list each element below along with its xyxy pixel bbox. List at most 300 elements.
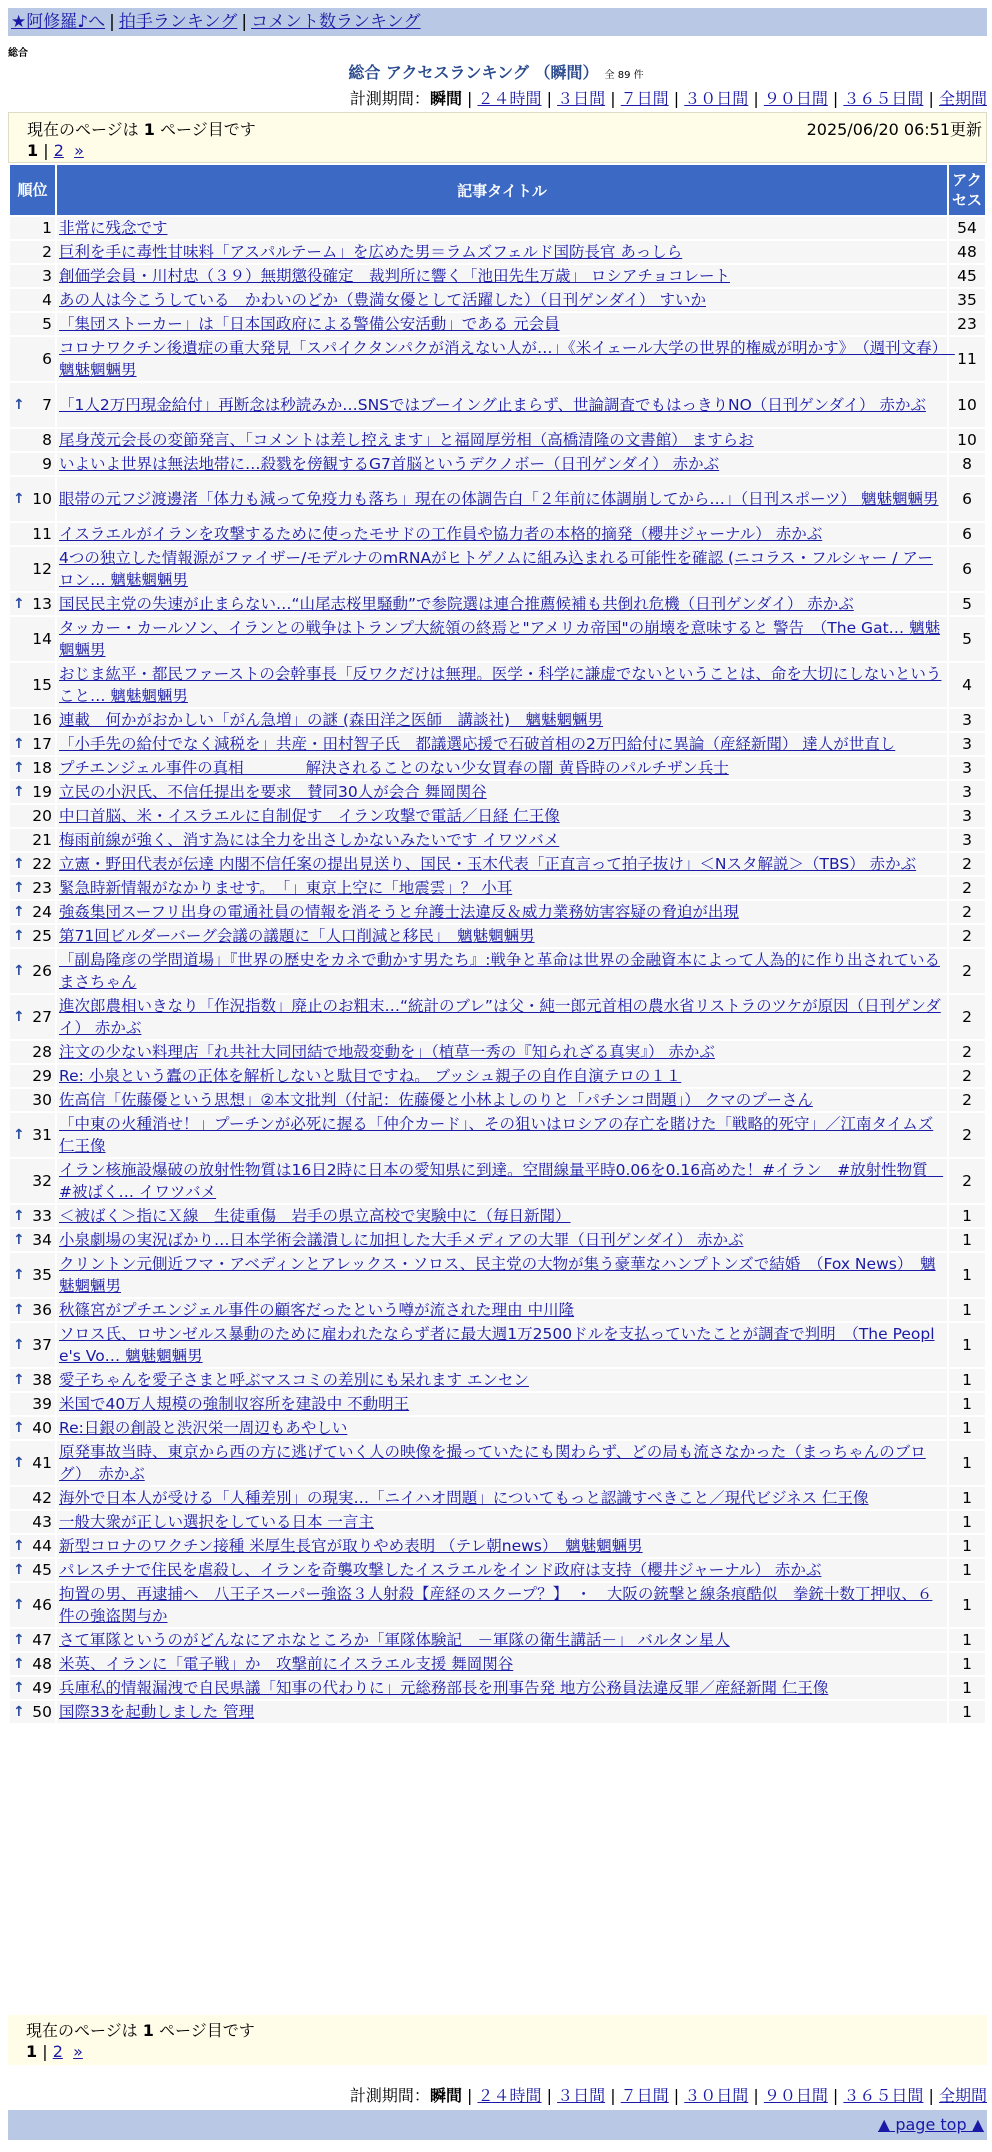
article-link[interactable]: 新型コロナのワクチン接種 米厚生長官が取りやめ表明 （テレ朝news） 魑魅魍魎男 bbox=[59, 1537, 643, 1555]
article-link[interactable]: 米英、イランに「電子戦」か 攻撃前にイスラエル支援 舞岡関谷 bbox=[59, 1655, 514, 1673]
table-row bbox=[10, 1653, 985, 1675]
page-info-num: 1 bbox=[142, 2021, 154, 2040]
next-page-link[interactable]: » bbox=[73, 2042, 83, 2061]
title-cell bbox=[57, 925, 947, 947]
pager-bottom bbox=[8, 2015, 987, 2065]
article-link[interactable]: 小泉劇場の実況ばかり…日本学術会議潰しに加担した大手メディアの大罪（日刊ゲンダイ） 赤かぶ bbox=[59, 1231, 744, 1249]
access-count: 1 bbox=[949, 1229, 985, 1251]
period-option-2[interactable]: ７日間 bbox=[620, 89, 669, 108]
page-info-num: 1 bbox=[143, 120, 155, 139]
rank-number: 24 bbox=[32, 903, 52, 921]
title-cell bbox=[57, 1583, 947, 1627]
article-link[interactable]: 注文の少ない料理店「れ共社大同団結で地殻変動を」（植草一秀の『知られざる真実』） 赤かぶ bbox=[59, 1043, 715, 1061]
up-arrow-icon: ↑ bbox=[13, 596, 25, 612]
access-count: 10 bbox=[949, 383, 985, 427]
table-row bbox=[10, 1441, 985, 1485]
table-row bbox=[10, 337, 985, 381]
rank-number: 19 bbox=[32, 783, 52, 801]
article-link[interactable]: ソロス氏、ロサンゼルス暴動のために雇われたならず者に最大週1万2500ドルを支払っていたことが調査で判明 （The People's Vo… 魑魅魍魎男 bbox=[59, 1325, 935, 1365]
article-link[interactable]: 中口首脳、米・イスラエルに自制促す イラン攻撃で電話／日経 仁王像 bbox=[59, 807, 560, 825]
rank-cell bbox=[10, 1441, 55, 1485]
period-option-2[interactable]: ７日間 bbox=[620, 2086, 669, 2105]
access-count: 1 bbox=[949, 1559, 985, 1581]
rank-cell bbox=[10, 1417, 55, 1439]
title-cell bbox=[57, 805, 947, 827]
table-row bbox=[10, 547, 985, 591]
access-count: 5 bbox=[949, 617, 985, 661]
pager-top bbox=[8, 112, 987, 163]
nav-separator: | bbox=[109, 12, 115, 32]
access-count: 23 bbox=[949, 313, 985, 335]
pagination: 1 | 2 » bbox=[26, 2042, 83, 2061]
title-cell bbox=[57, 1677, 947, 1699]
access-count: 1 bbox=[949, 1701, 985, 1723]
article-link[interactable]: いよいよ世界は無法地帯に…殺戮を傍観するG7首脳というデクノボー（日刊ゲンダイ） 赤かぶ bbox=[59, 455, 720, 473]
rank-number: 43 bbox=[32, 1513, 52, 1531]
article-link[interactable]: 第71回ビルダーバーグ会議の議題に「人口削減と移民」 魑魅魍魎男 bbox=[59, 927, 535, 945]
article-link[interactable]: 原発事故当時、東京から西の方に逃げていく人の映像を撮っていたにも関わらず、どの局も流さなかった（まっちゃんのブログ） 赤かぶ bbox=[59, 1443, 926, 1483]
article-link[interactable]: 「小手先の給付でなく減税を」共産・田村智子氏 都議選応援で石破首相の2万円給付に異論（産経新聞） 達人が世直し bbox=[59, 735, 896, 753]
rank-cell bbox=[10, 313, 55, 335]
rank-number: 13 bbox=[32, 595, 52, 613]
up-arrow-icon: ↑ bbox=[13, 904, 25, 920]
rank-number: 30 bbox=[32, 1091, 52, 1109]
up-arrow-icon: ↑ bbox=[13, 1267, 25, 1283]
title-cell bbox=[57, 593, 947, 615]
table-row bbox=[10, 1159, 985, 1203]
rank-number: 7 bbox=[42, 396, 52, 414]
article-link[interactable]: Re:日銀の創設と渋沢栄一周辺もあやしい bbox=[59, 1419, 348, 1437]
title-cell bbox=[57, 1205, 947, 1227]
table-row bbox=[10, 1393, 985, 1415]
up-arrow-icon: ↑ bbox=[13, 1538, 25, 1554]
title-cell bbox=[57, 1159, 947, 1203]
access-count: 1 bbox=[949, 1583, 985, 1627]
period-option-3[interactable]: ３０日間 bbox=[684, 89, 749, 108]
table-row bbox=[10, 1253, 985, 1297]
period-option-1[interactable]: ３日間 bbox=[557, 89, 606, 108]
rank-number: 46 bbox=[32, 1596, 52, 1614]
rank-number: 6 bbox=[42, 350, 52, 368]
access-count: 3 bbox=[949, 733, 985, 755]
article-link[interactable]: 秋篠宮がプチエンジェル事件の顧客だったという噂が流された理由 中川隆 bbox=[59, 1301, 575, 1319]
article-link[interactable]: タッカー・カールソン、イランとの戦争はトランプ大統領の終焉と"アメリカ帝国"の崩壊を意味すると 警告 （The Gat… 魑魅魍魎男 bbox=[59, 619, 941, 659]
next-page-link[interactable]: » bbox=[74, 141, 84, 160]
title-cell bbox=[57, 383, 947, 427]
rank-number: 40 bbox=[32, 1419, 52, 1437]
rank-cell bbox=[10, 1253, 55, 1297]
article-link[interactable]: 米国で40万人規模の強制収容所を建設中 不動明王 bbox=[59, 1395, 410, 1413]
ranking-title-text: 総合 アクセスランキング （瞬間） bbox=[348, 63, 599, 82]
updated-time: 2025/06/20 06:51更新 bbox=[806, 120, 982, 139]
title-cell bbox=[57, 617, 947, 661]
article-link[interactable]: 「中東の火種消せ！」プーチンが必死に握る「仲介カード」、その狙いはロシアの存亡を賭けた「戦略的死守」／江南タイムズ 仁王像 bbox=[59, 1115, 934, 1155]
table-row bbox=[10, 1511, 985, 1533]
rank-number: 10 bbox=[32, 490, 52, 508]
article-link[interactable]: 国際33を起動しました 管理 bbox=[59, 1703, 255, 1721]
access-count: 4 bbox=[949, 663, 985, 707]
article-link[interactable]: さて軍隊というのがどんなにアホなところか「軍隊体験記 －軍隊の衛生講話－」 バルタン星人 bbox=[59, 1631, 730, 1649]
title-cell bbox=[57, 663, 947, 707]
table-row bbox=[10, 877, 985, 899]
table-row bbox=[10, 1369, 985, 1391]
access-count: 11 bbox=[949, 337, 985, 381]
access-count: 8 bbox=[949, 453, 985, 475]
period-current: 瞬間 bbox=[429, 89, 462, 108]
article-link[interactable]: 創価学会員・川村忠（３９）無期懲役確定 裁判所に響く「池田先生万歳」 ロシアチョコレート bbox=[59, 267, 730, 285]
rank-number: 50 bbox=[32, 1703, 52, 1721]
title-cell bbox=[57, 853, 947, 875]
title-cell bbox=[57, 1229, 947, 1251]
rank-cell bbox=[10, 477, 55, 521]
rank-cell bbox=[10, 1113, 55, 1157]
rank-number: 12 bbox=[32, 560, 52, 578]
title-cell bbox=[57, 1253, 947, 1297]
rank-number: 47 bbox=[32, 1631, 52, 1649]
access-count: 1 bbox=[949, 1535, 985, 1557]
up-arrow-icon: ↑ bbox=[13, 1597, 25, 1613]
access-count: 2 bbox=[949, 1159, 985, 1203]
article-link[interactable]: ＜被ばく＞指にＸ線 生徒重傷 岩手の県立高校で実験中に（毎日新聞） bbox=[59, 1207, 571, 1225]
article-link[interactable]: コロナワクチン後遺症の重大発見「スパイクタンパクが消えない人が…」《米イェール大学の世界的権威が明かす》 （週刊文春） 魑魅魍魎男 bbox=[59, 339, 955, 379]
title-cell bbox=[57, 1487, 947, 1509]
rank-number: 8 bbox=[42, 431, 52, 449]
pagination: 1 | 2 » bbox=[27, 141, 84, 160]
rank-cell bbox=[10, 1205, 55, 1227]
title-cell bbox=[57, 1299, 947, 1321]
up-arrow-icon: ↑ bbox=[13, 760, 25, 776]
table-row bbox=[10, 265, 985, 287]
rank-cell bbox=[10, 1511, 55, 1533]
title-cell bbox=[57, 289, 947, 311]
rank-cell bbox=[10, 547, 55, 591]
up-arrow-icon: ↑ bbox=[13, 1009, 25, 1025]
table-row bbox=[10, 1229, 985, 1251]
title-cell bbox=[57, 313, 947, 335]
up-arrow-icon: ↑ bbox=[13, 1656, 25, 1672]
up-arrow-icon: ↑ bbox=[13, 1302, 25, 1318]
article-link[interactable]: おじま紘平・都民ファーストの会幹事長「反ワクだけは無理。医学・科学に謙虚でないということは、命を大切にしないということ… 魑魅魍魎男 bbox=[59, 665, 942, 705]
article-link[interactable]: 強姦集団スーフリ出身の電通社員の情報を消そうと弁護士法違反＆威力業務妨害容疑の脅迫が出現 bbox=[59, 903, 739, 921]
access-count: 5 bbox=[949, 593, 985, 615]
up-arrow-icon: ↑ bbox=[13, 1232, 25, 1248]
period-label: 計測期間： bbox=[349, 2086, 430, 2105]
rank-number: 49 bbox=[32, 1679, 52, 1697]
rank-cell bbox=[10, 877, 55, 899]
rank-number: 3 bbox=[42, 267, 52, 285]
access-count: 1 bbox=[949, 1205, 985, 1227]
period-option-4[interactable]: ９０日間 bbox=[763, 2086, 828, 2105]
title-cell bbox=[57, 1629, 947, 1651]
rank-cell bbox=[10, 925, 55, 947]
article-link[interactable]: イラン核施設爆破の放射性物質は16日2時に日本の愛知県に到達。空間線量平時0.06を0.16高めた！#イラン #放射性物質 #被ばく… イワツバメ bbox=[59, 1161, 944, 1201]
table-row bbox=[10, 805, 985, 827]
rank-cell bbox=[10, 829, 55, 851]
up-arrow-icon: ↑ bbox=[13, 856, 25, 872]
rank-number: 31 bbox=[32, 1126, 52, 1144]
up-arrow-icon: ↑ bbox=[13, 928, 25, 944]
title-cell bbox=[57, 1441, 947, 1485]
rank-cell bbox=[10, 593, 55, 615]
rank-number: 5 bbox=[42, 315, 52, 333]
article-link[interactable]: 立憲・野田代表が伝達 内閣不信任案の提出見送り、国民・玉木代表「正直言って拍子抜け」＜Nスタ解説＞（TBS） 赤かぶ bbox=[59, 855, 917, 873]
access-count: 45 bbox=[949, 265, 985, 287]
title-cell bbox=[57, 757, 947, 779]
header-access: アクセス bbox=[949, 165, 985, 215]
article-link[interactable]: 「1人2万円現金給付」再断念は秒読みか…SNSではブーイング止まらず、世論調査でもはっきりNO（日刊ゲンダイ） 赤かぶ bbox=[59, 396, 926, 414]
total-count: 全 89 件 bbox=[604, 70, 644, 81]
table-row bbox=[10, 1065, 985, 1087]
rank-cell bbox=[10, 1323, 55, 1367]
title-cell bbox=[57, 429, 947, 451]
access-count: 6 bbox=[949, 547, 985, 591]
table-row bbox=[10, 523, 985, 545]
article-link[interactable]: 「集団ストーカー」は「日本国政府による警備公安活動」である 元会員 bbox=[59, 315, 560, 333]
access-count: 2 bbox=[949, 1089, 985, 1111]
table-row bbox=[10, 781, 985, 803]
rank-cell bbox=[10, 1535, 55, 1557]
title-cell bbox=[57, 829, 947, 851]
title-cell bbox=[57, 1041, 947, 1063]
rank-number: 48 bbox=[32, 1655, 52, 1673]
rank-number: 22 bbox=[32, 855, 52, 873]
article-link[interactable]: 眼帯の元フジ渡邊渚「体力も減って免疫力も落ち」現在の体調告白「２年前に体調崩してから…」（日刊スポーツ） 魑魅魍魎男 bbox=[59, 490, 939, 508]
article-link[interactable]: Re: 小泉という蠹の正体を解析しないと駄目ですね。 ブッシュ親子の自作自演テロの１１ bbox=[59, 1067, 682, 1085]
rank-number: 32 bbox=[32, 1172, 52, 1190]
rank-cell bbox=[10, 1487, 55, 1509]
table-row bbox=[10, 313, 985, 335]
access-count: 1 bbox=[949, 1369, 985, 1391]
article-link[interactable]: イスラエルがイランを攻撃するために使ったモサドの工作員や協力者の本格的摘発（櫻井ジャーナル） 赤かぶ bbox=[59, 525, 823, 543]
page-info-suffix: ページ目です bbox=[160, 120, 256, 139]
table-row bbox=[10, 1323, 985, 1367]
clap-ranking-link[interactable]: 拍手ランキング bbox=[118, 12, 238, 32]
rank-cell bbox=[10, 1629, 55, 1651]
access-count: 1 bbox=[949, 1417, 985, 1439]
access-count: 2 bbox=[949, 925, 985, 947]
period-option-5[interactable]: ３６５日間 bbox=[843, 89, 924, 108]
article-link[interactable]: 「副島隆彦の学問道場」『世界の歴史をカネで動かす男たち』:戦争と革命は世界の金融資本によって人為的に作り出されている まさちゃん bbox=[59, 951, 940, 991]
period-current: 瞬間 bbox=[429, 2086, 462, 2105]
rank-number: 26 bbox=[32, 962, 52, 980]
period-selector: 計測期間：瞬間 | ２４時間 | ３日間 | ７日間 | ３０日間 | ９０日間 | ３６５日間 | 全期間 bbox=[349, 89, 987, 108]
title-cell bbox=[57, 1535, 947, 1557]
up-arrow-icon: ↑ bbox=[13, 397, 25, 413]
rank-number: 39 bbox=[32, 1395, 52, 1413]
access-count: 1 bbox=[949, 1677, 985, 1699]
article-link[interactable]: 進次郎農相いきなり「作況指数」廃止のお粗末…“統計のブレ”は父・純一郎元首相の農水省リストラのツケが原因（日刊ゲンダイ） 赤かぶ bbox=[59, 997, 941, 1037]
rank-cell bbox=[10, 1089, 55, 1111]
access-count: 3 bbox=[949, 709, 985, 731]
access-count: 54 bbox=[949, 217, 985, 239]
table-row bbox=[10, 593, 985, 615]
header-title: 記事タイトル bbox=[57, 165, 947, 215]
access-count: 35 bbox=[949, 289, 985, 311]
title-cell bbox=[57, 547, 947, 591]
period-label: 計測期間： bbox=[349, 89, 430, 108]
rank-cell bbox=[10, 1065, 55, 1087]
rank-cell bbox=[10, 781, 55, 803]
access-count: 2 bbox=[949, 995, 985, 1039]
period-selector-bottom: 計測期間：瞬間 | ２４時間 | ３日間 | ７日間 | ３０日間 | ９０日間 | ３６５日間 | 全期間 bbox=[349, 2086, 987, 2105]
rank-cell bbox=[10, 617, 55, 661]
rank-cell bbox=[10, 709, 55, 731]
rank-cell bbox=[10, 1299, 55, 1321]
table-row bbox=[10, 1583, 985, 1627]
access-count: 10 bbox=[949, 429, 985, 451]
rank-number: 33 bbox=[32, 1207, 52, 1225]
article-link[interactable]: 一般大衆が正しい選択をしている日本 一言主 bbox=[59, 1513, 374, 1531]
period-option-3[interactable]: ３０日間 bbox=[684, 2086, 749, 2105]
table-row bbox=[10, 1701, 985, 1723]
page-current: 1 bbox=[27, 141, 39, 160]
access-count: 1 bbox=[949, 1393, 985, 1415]
table-row bbox=[10, 1041, 985, 1063]
article-link[interactable]: 尾身茂元会長の変節発言、「コメントは差し控えます」と福岡厚労相（高橋清隆の文書館） ますらお bbox=[59, 431, 754, 449]
article-link[interactable]: 巨利を手に毒性甘味料「アスパルテーム」を広めた男＝ラムズフェルド国防長官 あっしら bbox=[59, 243, 683, 261]
home-link[interactable]: ★阿修羅♪へ bbox=[11, 12, 106, 32]
title-cell bbox=[57, 523, 947, 545]
page-info-suffix: ページ目です bbox=[159, 2021, 255, 2040]
article-link[interactable]: 4つの独立した情報源がファイザー/モデルナのmRNAがヒトゲノムに組み込まれる可能性を確認 (ニコラス・フルシャー / アーロン… 魑魅魍魎男 bbox=[59, 549, 933, 589]
rank-cell bbox=[10, 523, 55, 545]
up-arrow-icon: ↑ bbox=[13, 1680, 25, 1696]
comment-ranking-link[interactable]: コメント数ランキング bbox=[251, 12, 421, 32]
table-row bbox=[10, 663, 985, 707]
period-option-0[interactable]: ２４時間 bbox=[477, 89, 542, 108]
article-link[interactable]: 梅雨前線が強く、消す為には全力を出さしかないみたいです イワツバメ bbox=[59, 831, 560, 849]
page-current: 1 bbox=[26, 2042, 38, 2061]
access-count: 1 bbox=[949, 1299, 985, 1321]
header-rank: 順位 bbox=[10, 165, 55, 215]
rank-cell bbox=[10, 663, 55, 707]
period-option-1[interactable]: ３日間 bbox=[557, 2086, 606, 2105]
up-arrow-icon: ↑ bbox=[13, 491, 25, 507]
page-2-link[interactable]: 2 bbox=[52, 2042, 63, 2061]
access-count: 1 bbox=[949, 1629, 985, 1651]
period-option-6[interactable]: 全期間 bbox=[938, 2086, 987, 2105]
rank-number: 41 bbox=[32, 1454, 52, 1472]
rank-number: 21 bbox=[32, 831, 52, 849]
rank-number: 37 bbox=[32, 1336, 52, 1354]
title-cell bbox=[57, 709, 947, 731]
period-option-4[interactable]: ９０日間 bbox=[763, 89, 828, 108]
table-row bbox=[10, 1205, 985, 1227]
nav-separator: | bbox=[241, 12, 248, 32]
title-cell bbox=[57, 1653, 947, 1675]
article-link[interactable]: 愛子ちゃんを愛子さまと呼ぶマスコミの差別にも呆れます エンセン bbox=[59, 1371, 529, 1389]
table-row bbox=[10, 1417, 985, 1439]
title-cell bbox=[57, 1113, 947, 1157]
access-count: 1 bbox=[949, 1253, 985, 1297]
article-link[interactable]: あの人は今こうしている かわいのどか（豊満女優として活躍した）（日刊ゲンダイ） すいか bbox=[59, 291, 706, 309]
top-nav-bar bbox=[8, 8, 987, 36]
rank-cell bbox=[10, 1559, 55, 1581]
rank-number: 1 bbox=[42, 219, 52, 237]
table-row bbox=[10, 1113, 985, 1157]
title-cell bbox=[57, 1417, 947, 1439]
access-count: 2 bbox=[949, 949, 985, 993]
title-cell bbox=[57, 1701, 947, 1723]
period-option-5[interactable]: ３６５日間 bbox=[843, 2086, 924, 2105]
up-arrow-icon: ↑ bbox=[13, 1632, 25, 1648]
access-count: 1 bbox=[949, 1653, 985, 1675]
title-cell bbox=[57, 337, 955, 381]
rank-cell bbox=[10, 429, 55, 451]
period-option-6[interactable]: 全期間 bbox=[938, 89, 987, 108]
access-count: 3 bbox=[949, 781, 985, 803]
bottom-bar bbox=[8, 2110, 987, 2140]
page-top-link[interactable]: ▲ page top ▲ bbox=[877, 2115, 984, 2134]
article-link[interactable]: 佐高信「佐藤優という思想」②本文批判（付記：佐藤優と小林よしのりと「パチンコ問題」） クマのプーさん bbox=[59, 1091, 813, 1109]
article-link[interactable]: 非常に残念です bbox=[59, 219, 168, 237]
article-link[interactable]: 国民民主党の失速が止まらない…“山尾志桜里騒動”で参院選は連合推薦候補も共倒れ危機（日刊ゲンダイ） 赤かぶ bbox=[59, 595, 854, 613]
table-row bbox=[10, 1629, 985, 1651]
table-row bbox=[10, 829, 985, 851]
up-arrow-icon: ↑ bbox=[13, 784, 25, 800]
period-option-0[interactable]: ２４時間 bbox=[477, 2086, 542, 2105]
rank-number: 27 bbox=[32, 1008, 52, 1026]
rank-number: 42 bbox=[32, 1489, 52, 1507]
rank-number: 15 bbox=[32, 676, 52, 694]
rank-number: 45 bbox=[32, 1561, 52, 1579]
table-row bbox=[10, 949, 985, 993]
rank-cell bbox=[10, 1369, 55, 1391]
rank-number: 17 bbox=[32, 735, 52, 753]
access-count: 2 bbox=[949, 901, 985, 923]
page-info bbox=[27, 117, 256, 140]
title-cell bbox=[57, 241, 947, 263]
rank-number: 9 bbox=[42, 455, 52, 473]
article-link[interactable]: クリントン元側近フマ・アベディンとアレックス・ソロス、民主党の大物が集う豪華なハンプトンズで結婚 （Fox News） 魑魅魍魎男 bbox=[59, 1255, 936, 1295]
page-info-prefix: 現在のページは bbox=[27, 120, 139, 139]
up-arrow-icon: ↑ bbox=[13, 1704, 25, 1720]
table-row bbox=[10, 429, 985, 451]
rank-number: 28 bbox=[32, 1043, 52, 1061]
title-cell bbox=[57, 477, 947, 521]
article-link[interactable]: パレスチナで住民を虐殺し、イランを奇襲攻撃したイスラエルをインド政府は支持（櫻井ジャーナル） 赤かぶ bbox=[59, 1561, 822, 1579]
ranking-table bbox=[8, 163, 987, 1725]
article-link[interactable]: 連載 何かがおかしい「がん急増」の謎 (森田洋之医師 講談社) 魑魅魍魎男 bbox=[59, 711, 604, 729]
up-arrow-icon: ↑ bbox=[13, 1372, 25, 1388]
table-row bbox=[10, 925, 985, 947]
up-arrow-icon: ↑ bbox=[13, 880, 25, 896]
table-row bbox=[10, 853, 985, 875]
category-label: 総合 bbox=[8, 48, 28, 59]
rank-cell bbox=[10, 289, 55, 311]
article-link[interactable]: 緊急時新情報がなかりませす。 「」東京上空に「地震雲」？ 小耳 bbox=[59, 879, 513, 897]
title-cell bbox=[57, 265, 947, 287]
table-row bbox=[10, 477, 985, 521]
rank-cell bbox=[10, 1701, 55, 1723]
article-link[interactable]: 兵庫私的情報漏洩で自民県議「知事の代わりに」元総務部長を刑事告発 地方公務員法違反罪／産経新聞 仁王像 bbox=[59, 1679, 829, 1697]
rank-number: 36 bbox=[32, 1301, 52, 1319]
ranking-title bbox=[0, 60, 992, 83]
article-link[interactable]: 海外で日本人が受ける「人種差別」の現実…「ニイハオ問題」についてもっと認識すべきこと／現代ビジネス 仁王像 bbox=[59, 1489, 869, 1507]
rank-number: 18 bbox=[32, 759, 52, 777]
article-link[interactable]: 拘置の男、再逮捕へ 八王子スーパー強盗３人射殺【産経のスクープ？】 ・ 大阪の銃撃と線条痕酷似 拳銃十数丁押収、６件の強盗関与か bbox=[59, 1585, 933, 1625]
article-link[interactable]: プチエンジェル事件の真相 解決されることのない少女買春の闇 黄昏時のパルチザン兵士 bbox=[59, 759, 729, 777]
page-2-link[interactable]: 2 bbox=[53, 141, 64, 160]
access-count: 3 bbox=[949, 829, 985, 851]
rank-cell bbox=[10, 949, 55, 993]
title-cell bbox=[57, 949, 947, 993]
article-link[interactable]: 立民の小沢氏、不信任提出を要求 賛同30人が会合 舞岡関谷 bbox=[59, 783, 487, 801]
title-cell bbox=[57, 453, 947, 475]
rank-cell bbox=[10, 853, 55, 875]
access-count: 6 bbox=[949, 523, 985, 545]
rank-number: 35 bbox=[32, 1266, 52, 1284]
